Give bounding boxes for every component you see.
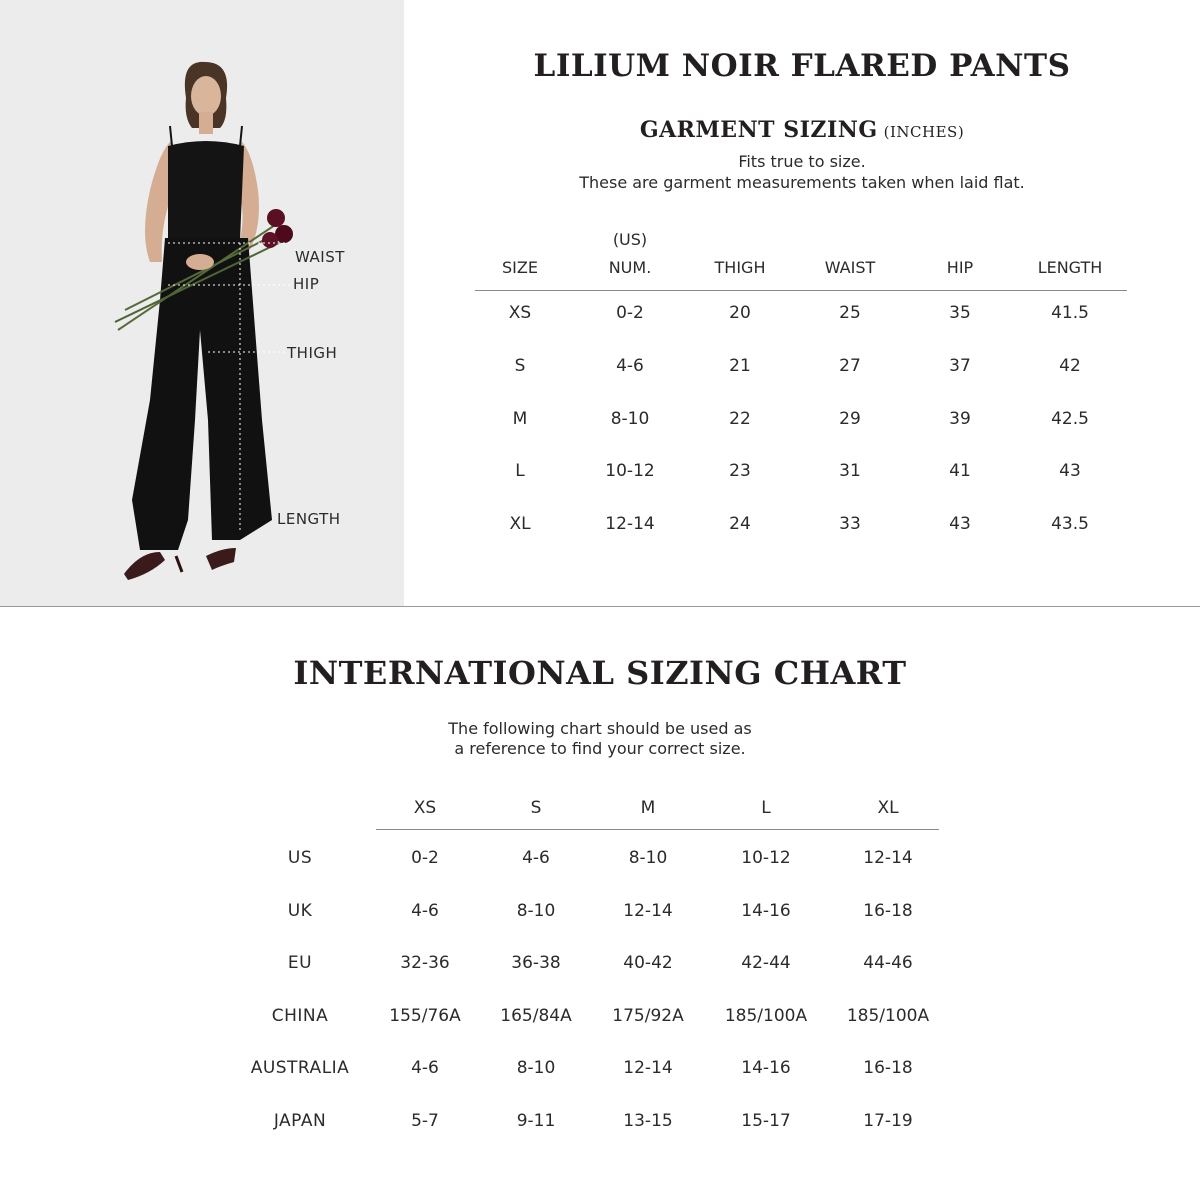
table-cell: 8-10 bbox=[628, 848, 668, 868]
table-cell: 4-6 bbox=[411, 900, 439, 921]
table-cell: 185/100A bbox=[724, 1005, 808, 1026]
table-cell: XS bbox=[508, 303, 532, 323]
column-header: SIZE bbox=[502, 258, 538, 277]
column-header: THIGH bbox=[714, 258, 766, 277]
table-cell: 22 bbox=[729, 408, 751, 429]
table-cell: 27 bbox=[839, 355, 861, 376]
table-cell: 8-10 bbox=[516, 1058, 556, 1079]
length-label: LENGTH bbox=[277, 510, 341, 528]
table-row bbox=[240, 830, 940, 883]
table-row bbox=[475, 397, 1127, 450]
table-cell: 42.5 bbox=[1051, 408, 1089, 429]
table-cell: 44-46 bbox=[863, 953, 913, 974]
table-row bbox=[240, 988, 940, 1041]
table-cell: 10-12 bbox=[605, 461, 655, 482]
table-cell: 12-14 bbox=[605, 514, 655, 535]
table-row bbox=[240, 1040, 940, 1093]
column-header: NUM. bbox=[608, 258, 652, 277]
table-cell: L bbox=[515, 461, 525, 482]
table-cell: M bbox=[512, 408, 528, 429]
table-row bbox=[240, 883, 940, 936]
table-cell: 15-17 bbox=[741, 1110, 791, 1131]
table-cell: 43 bbox=[949, 514, 971, 535]
row-label: JAPAN bbox=[273, 1110, 327, 1131]
table-cell: S bbox=[514, 355, 526, 376]
table-cell: 9-11 bbox=[516, 1110, 556, 1131]
table-cell: 14-16 bbox=[741, 900, 791, 921]
table-cell: 5-7 bbox=[411, 1110, 439, 1131]
model-illustration bbox=[0, 0, 404, 606]
column-header: HIP bbox=[946, 258, 974, 277]
row-label: CHINA bbox=[271, 1005, 329, 1026]
table-cell: 185/100A bbox=[846, 1005, 930, 1026]
table-cell: 42 bbox=[1059, 355, 1081, 376]
garment-sizing-unit: (INCHES) bbox=[883, 123, 965, 141]
row-label: US bbox=[287, 848, 313, 868]
column-header-prefix: (US) bbox=[612, 230, 648, 249]
thigh-label: THIGH bbox=[287, 344, 338, 362]
hip-label: HIP bbox=[293, 275, 320, 293]
table-header bbox=[475, 228, 1127, 291]
table-cell: 42-44 bbox=[741, 953, 791, 974]
section-divider bbox=[0, 606, 1200, 607]
row-label: UK bbox=[287, 900, 313, 921]
table-cell: 43.5 bbox=[1051, 514, 1089, 535]
column-header: M bbox=[640, 798, 656, 818]
row-label: EU bbox=[287, 953, 313, 974]
table-cell: 23 bbox=[729, 461, 751, 482]
table-cell: 35 bbox=[949, 303, 971, 323]
table-row bbox=[475, 502, 1127, 555]
model-photo-panel bbox=[0, 0, 404, 606]
waist-label: WAIST bbox=[295, 248, 345, 266]
table-cell: 12-14 bbox=[623, 1058, 673, 1079]
measurement-note: These are garment measurements taken when laid flat. bbox=[579, 173, 1025, 192]
garment-sizing-title: GARMENT SIZING bbox=[639, 117, 878, 143]
garment-sizing-heading bbox=[404, 117, 1200, 143]
column-header: XS bbox=[413, 798, 437, 818]
table-cell: 17-19 bbox=[863, 1110, 913, 1131]
table-cell: 41.5 bbox=[1051, 303, 1089, 323]
table-row bbox=[475, 449, 1127, 502]
table-cell: 13-15 bbox=[623, 1110, 673, 1131]
table-cell: 4-6 bbox=[411, 1058, 439, 1079]
row-label: AUSTRALIA bbox=[250, 1058, 350, 1079]
table-cell: 175/92A bbox=[612, 1005, 684, 1026]
product-title: LILIUM NOIR FLARED PANTS bbox=[533, 48, 1071, 84]
table-cell: 39 bbox=[949, 408, 971, 429]
table-cell: 40-42 bbox=[623, 953, 673, 974]
table-cell: 20 bbox=[729, 303, 751, 323]
table-cell: 12-14 bbox=[623, 900, 673, 921]
garment-sizing-table bbox=[475, 228, 1127, 555]
table-cell: 16-18 bbox=[863, 900, 913, 921]
table-body bbox=[475, 291, 1127, 555]
table-cell: 29 bbox=[839, 408, 861, 429]
table-cell: 24 bbox=[729, 514, 751, 535]
table-row bbox=[475, 344, 1127, 397]
table-row bbox=[240, 1093, 940, 1146]
table-cell: 4-6 bbox=[616, 355, 644, 376]
table-cell: 8-10 bbox=[516, 900, 556, 921]
column-header: L bbox=[761, 798, 771, 818]
international-sizing-table bbox=[240, 796, 940, 1146]
table-cell: XL bbox=[509, 514, 531, 535]
column-header: S bbox=[530, 798, 542, 818]
table-cell: 155/76A bbox=[389, 1005, 461, 1026]
table-cell: 8-10 bbox=[610, 408, 650, 429]
table-cell: 43 bbox=[1059, 461, 1081, 482]
international-chart-title: INTERNATIONAL SIZING CHART bbox=[293, 654, 907, 692]
table-cell: 16-18 bbox=[863, 1058, 913, 1079]
table-cell: 10-12 bbox=[741, 848, 791, 868]
fit-note: Fits true to size. bbox=[738, 152, 866, 171]
table-header bbox=[376, 796, 939, 830]
table-cell: 0-2 bbox=[411, 848, 439, 868]
international-note-line2: a reference to find your correct size. bbox=[454, 739, 746, 758]
table-cell: 25 bbox=[839, 303, 861, 323]
table-cell: 32-36 bbox=[400, 953, 450, 974]
table-cell: 33 bbox=[839, 514, 861, 535]
table-cell: 12-14 bbox=[863, 848, 913, 868]
table-cell: 14-16 bbox=[741, 1058, 791, 1079]
table-cell: 4-6 bbox=[522, 848, 550, 868]
international-note-line1: The following chart should be used as bbox=[448, 719, 752, 738]
column-header: XL bbox=[877, 798, 899, 818]
table-row bbox=[475, 291, 1127, 344]
column-header: WAIST bbox=[824, 258, 876, 277]
table-cell: 21 bbox=[729, 355, 751, 376]
table-cell: 31 bbox=[839, 461, 861, 482]
table-row bbox=[240, 935, 940, 988]
table-cell: 36-38 bbox=[511, 953, 561, 974]
table-cell: 0-2 bbox=[616, 303, 644, 323]
table-cell: 41 bbox=[949, 461, 971, 482]
table-body bbox=[240, 830, 940, 1146]
table-cell: 37 bbox=[949, 355, 971, 376]
table-cell: 165/84A bbox=[500, 1005, 572, 1026]
column-header: LENGTH bbox=[1037, 258, 1103, 277]
